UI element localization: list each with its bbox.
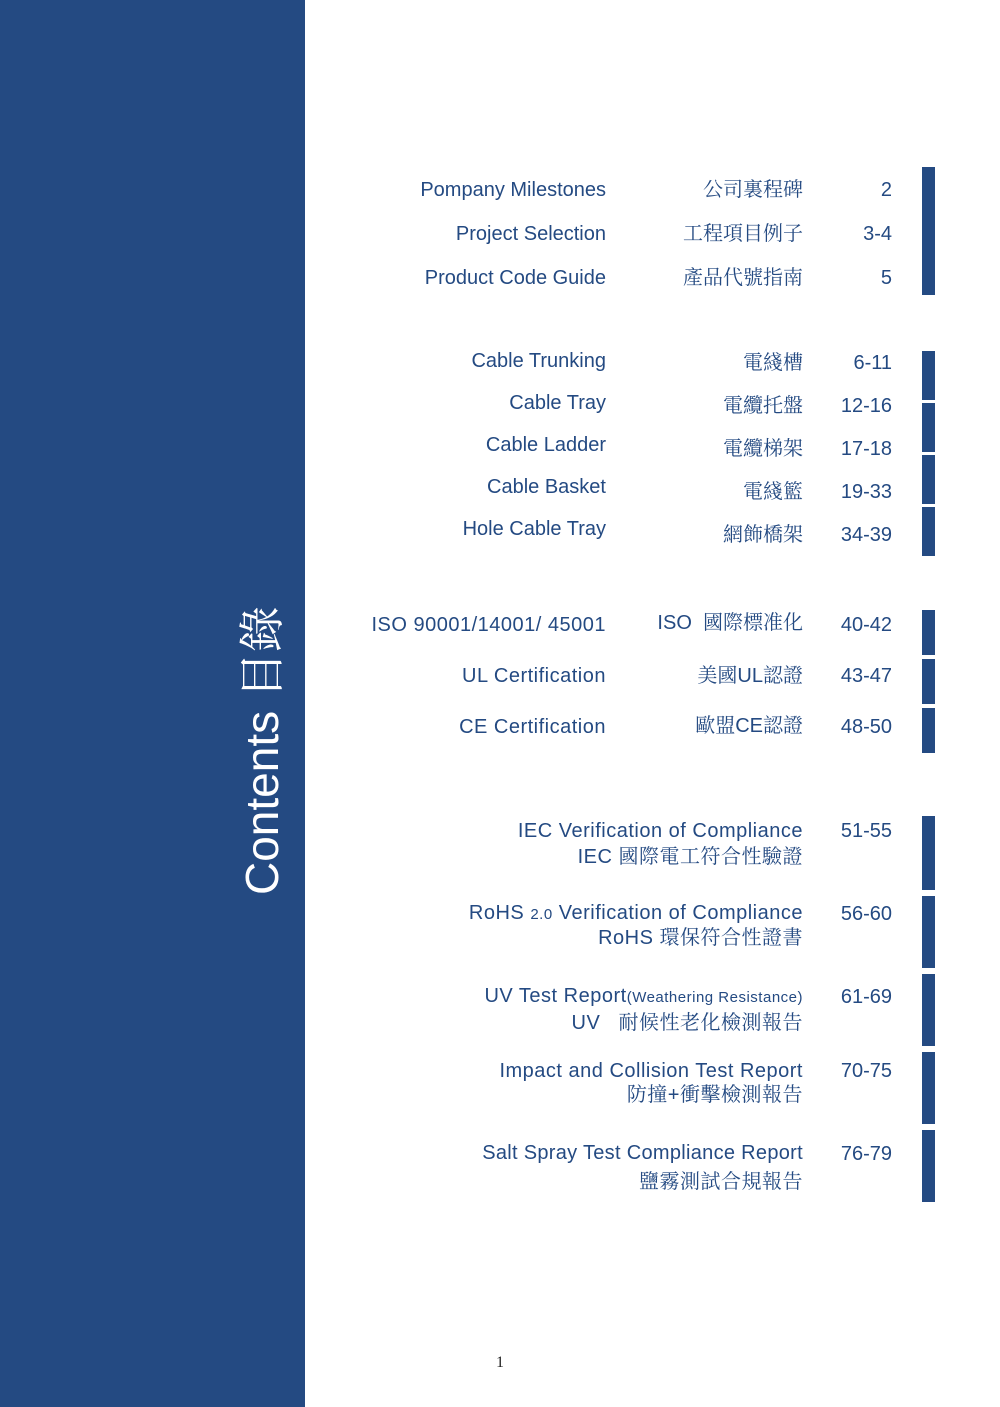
toc-entry-pages[interactable]: 61-69 [840, 986, 892, 1008]
section-marker-bar [922, 167, 935, 295]
rohs-label: RoHS [468, 902, 525, 924]
toc-entry-zh[interactable]: ISO 國際標准化 [657, 612, 803, 634]
section-marker-bar [922, 896, 935, 968]
toc-entry-pages[interactable]: 70-75 [840, 1060, 892, 1082]
toc-entry-pages[interactable]: 56-60 [840, 903, 892, 925]
toc-entry-zh[interactable]: 鹽霧測試合規報告 [639, 1171, 803, 1193]
section-marker-bar [922, 455, 935, 504]
section-marker-bar [922, 659, 935, 704]
toc-entry-en[interactable]: Impact and Collision Test Report [499, 1060, 803, 1082]
toc-entry-zh[interactable]: 電纜托盤 [723, 395, 803, 417]
toc-entry-en[interactable] [380, 984, 803, 1010]
toc-entry-zh[interactable]: 美國UL認證 [697, 665, 803, 687]
toc-entry-zh[interactable]: 網飾橋架 [723, 524, 803, 546]
weathering-label: (Weathering Resistance) [626, 989, 803, 1006]
toc-entry-en[interactable]: UL Certification [462, 665, 606, 687]
toc-entry-en[interactable]: Project Selection [455, 223, 606, 245]
toc-entry-pages[interactable]: 34-39 [840, 524, 892, 546]
toc-entry-zh[interactable]: 電綫籃 [743, 481, 803, 503]
toc-entry-pages[interactable]: 2 [880, 179, 892, 201]
toc-entry-en[interactable]: Cable Tray [509, 392, 606, 414]
toc-entry-en[interactable]: CE Certification [459, 716, 606, 738]
section-marker-bar [922, 708, 935, 753]
uv-test-label: UV Test Report [484, 985, 627, 1007]
contents-title: Contents 目錄 [236, 606, 288, 895]
toc-entry-en[interactable]: Cable Ladder [485, 434, 606, 456]
toc-entry-en[interactable]: IEC Verification of Compliance [517, 820, 803, 842]
toc-entry-pages[interactable]: 43-47 [840, 665, 892, 687]
toc-entry-en[interactable]: Pompany Milestones [420, 179, 606, 201]
toc-entry-zh[interactable]: RoHS 環保符合性證書 [598, 927, 803, 949]
section-marker-bar [922, 1052, 935, 1124]
toc-entry-zh[interactable]: UV 耐候性老化檢測報告 [571, 1012, 803, 1034]
toc-entry-zh[interactable]: 產品代號指南 [683, 267, 803, 289]
section-marker-bar [922, 403, 935, 452]
section-marker-bar [922, 351, 935, 400]
toc-entry-en[interactable] [380, 901, 803, 927]
toc-entry-en[interactable]: Cable Basket [487, 476, 606, 498]
toc-entry-pages[interactable]: 17-18 [840, 438, 892, 460]
toc-entry-pages[interactable]: 19-33 [840, 481, 892, 503]
toc-entry-pages[interactable]: 48-50 [840, 716, 892, 738]
contents-title-wrap [238, 535, 286, 895]
toc-entry-zh[interactable]: 防撞+衝擊檢測報告 [626, 1084, 803, 1106]
page-number: 1 [496, 1354, 504, 1371]
section-marker-bar [922, 1130, 935, 1202]
toc-entry-zh[interactable]: 電纜梯架 [723, 438, 803, 460]
toc-entry-en[interactable]: Salt Spray Test Compliance Report [482, 1142, 803, 1164]
toc-entry-pages[interactable]: 76-79 [840, 1143, 892, 1165]
toc-entry-zh[interactable]: 歐盟CE認證 [695, 715, 803, 737]
toc-entry-zh[interactable]: 電綫槽 [743, 352, 803, 374]
toc-entry-en[interactable]: ISO 90001/14001/ 45001 [371, 614, 606, 636]
toc-entry-pages[interactable]: 5 [880, 267, 892, 289]
toc-entry-pages[interactable]: 12-16 [840, 395, 892, 417]
toc-entry-zh[interactable]: 工程項目例子 [683, 223, 803, 245]
toc-entry-pages[interactable]: 40-42 [840, 614, 892, 636]
section-marker-bar [922, 610, 935, 655]
verification-label: Verification of Compliance [558, 902, 803, 924]
toc-entry-zh[interactable]: IEC 國際電工符合性驗證 [577, 846, 803, 868]
rohs-version: 2.0 [530, 906, 553, 923]
toc-entry-en[interactable]: Cable Trunking [471, 350, 606, 372]
toc-entry-pages[interactable]: 3-4 [863, 223, 892, 245]
toc-entry-zh[interactable]: 公司裏程碑 [703, 179, 803, 201]
toc-entry-en[interactable]: Hole Cable Tray [462, 518, 606, 540]
toc-entry-en[interactable]: Product Code Guide [424, 267, 606, 289]
section-marker-bar [922, 816, 935, 890]
toc-entry-pages[interactable]: 6-11 [853, 352, 892, 374]
section-marker-bar [922, 974, 935, 1046]
section-marker-bar [922, 507, 935, 556]
toc-entry-pages[interactable]: 51-55 [840, 820, 892, 842]
